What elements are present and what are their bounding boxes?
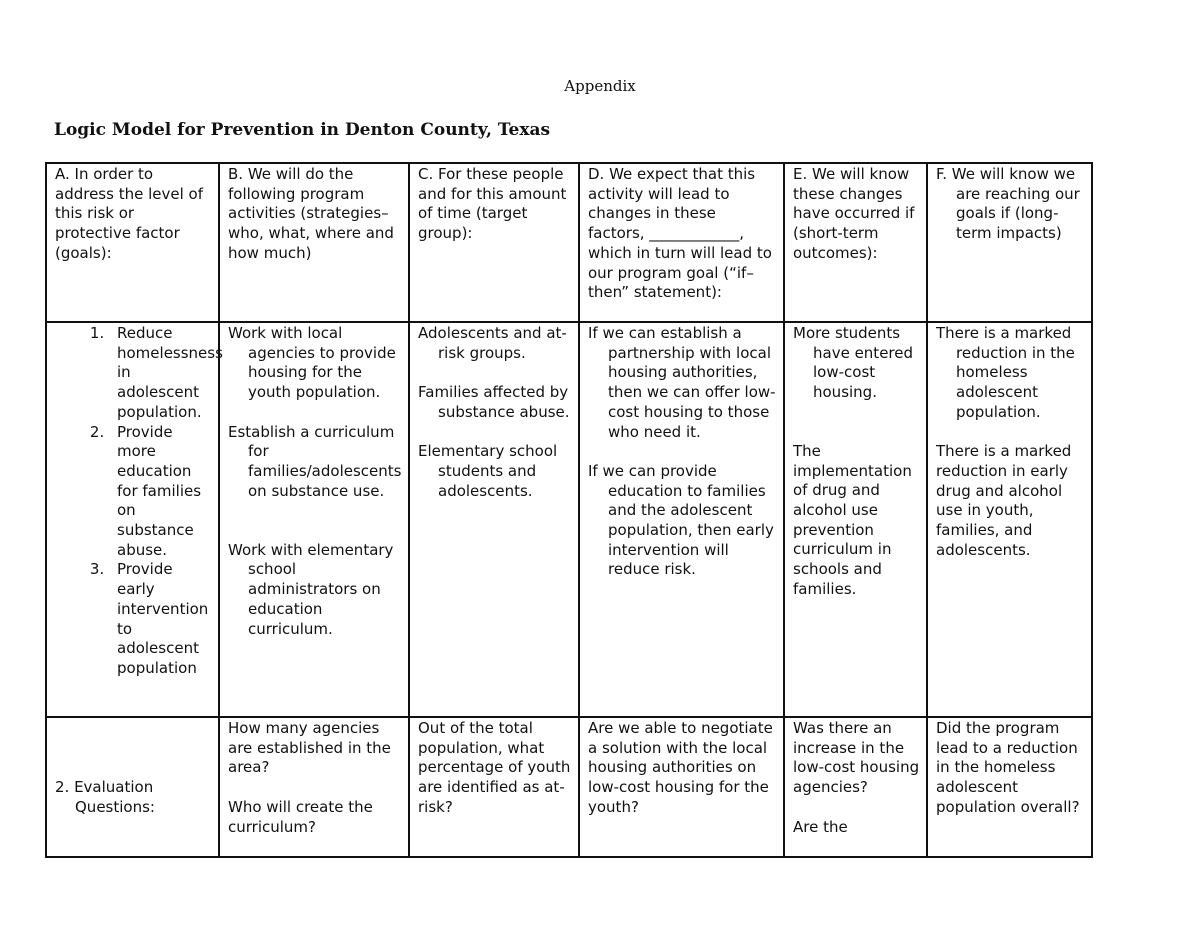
header-f-text: F. We will know we are reaching our goals if (long-term impacts) bbox=[936, 165, 1080, 243]
evaluation-question: Was there an increase in the low-cost housing agencies? bbox=[793, 719, 920, 797]
evaluation-question: Are we able to negotiate a solution with the local housing authorities on low-cost housing for the youth? bbox=[588, 719, 773, 816]
header-cell-a bbox=[46, 163, 219, 322]
short-term-item: The implementation of drug and alcohol use prevention curriculum in schools and families. bbox=[793, 441, 912, 598]
evaluation-question: Did the program lead to a reduction in the homeless adolescent population overall? bbox=[936, 719, 1080, 816]
evaluation-f-cell bbox=[927, 717, 1092, 857]
evaluation-label-cell bbox=[46, 717, 219, 857]
header-e-text: E. We will know these changes have occurred if (short-term outcomes): bbox=[793, 165, 915, 262]
content-row bbox=[46, 322, 1092, 717]
if-then-cell bbox=[579, 322, 784, 717]
evaluation-question: Are the bbox=[793, 817, 848, 836]
logic-model-table bbox=[45, 162, 1093, 858]
if-then-item: If we can establish a partnership with local housing authorities, then we can offer low-cost housing to those who need it. bbox=[588, 324, 776, 441]
header-d-text: D. We expect that this activity will lead to changes in these factors, ____________, which in turn will lead to our program goal (“if–then” statement): bbox=[588, 165, 772, 302]
evaluation-e-cell bbox=[784, 717, 927, 857]
evaluation-d-cell bbox=[579, 717, 784, 857]
activity-item: Work with elementary school administrators on education curriculum. bbox=[228, 540, 394, 638]
evaluation-c-cell bbox=[409, 717, 579, 857]
long-term-item: There is a marked reduction in the homeless adolescent population. bbox=[936, 324, 1075, 421]
target-group-item: Families affected by substance abuse. bbox=[418, 383, 570, 421]
activity-item: Work with local agencies to provide housing for the youth population. bbox=[228, 324, 396, 402]
if-then-item: If we can provide education to families and the adolescent population, then early intervention will reduce risk. bbox=[588, 461, 774, 579]
goal-item: 2. Provide more education for families on substance abuse. bbox=[109, 423, 212, 561]
evaluation-question: Out of the total population, what percentage of youth are identified as at-risk? bbox=[418, 719, 571, 816]
header-cell-f bbox=[927, 163, 1092, 322]
header-cell-e bbox=[784, 163, 927, 322]
short-term-cell bbox=[784, 322, 927, 717]
document-title: Logic Model for Prevention in Denton County, Texas bbox=[54, 120, 551, 140]
goals-cell bbox=[46, 322, 223, 717]
short-term-item: More students have entered low-cost housing. bbox=[793, 324, 914, 402]
target-group-cell bbox=[409, 322, 579, 717]
goal-item: 1. Reduce homelessness in adolescent population. bbox=[109, 324, 212, 423]
target-group-item: Elementary school students and adolescents. bbox=[418, 442, 558, 500]
evaluation-question: How many agencies are established in the area? bbox=[228, 719, 391, 777]
target-group-item: Adolescents and at-risk groups. bbox=[418, 324, 567, 362]
evaluation-question: Who will create the curriculum? bbox=[228, 797, 373, 836]
long-term-item: There is a marked reduction in early drug and alcohol use in youth, families, and adolescents. bbox=[936, 442, 1072, 559]
long-term-cell bbox=[927, 322, 1092, 717]
activity-item: Establish a curriculum for families/adolescents on substance use. bbox=[228, 422, 402, 500]
goal-item: 3. Provide early intervention to adolescent population bbox=[109, 560, 212, 678]
activities-cell bbox=[219, 322, 409, 717]
header-a-text: A. In order to address the level of this risk or protective factor (goals): bbox=[55, 165, 203, 262]
header-c-text: C. For these people and for this amount of time (target group): bbox=[418, 165, 567, 243]
header-cell-d bbox=[579, 163, 784, 322]
goals-list bbox=[55, 324, 223, 679]
evaluation-b-cell bbox=[219, 717, 409, 857]
header-b-text: B. We will do the following program activities (strategies–who, what, where and how much) bbox=[228, 165, 394, 262]
header-cell-c bbox=[409, 163, 579, 322]
header-cell-b bbox=[219, 163, 409, 322]
evaluation-label: 2. Evaluation Questions: bbox=[55, 778, 155, 816]
header-row bbox=[46, 163, 1092, 322]
evaluation-row bbox=[46, 717, 1092, 857]
page-header: Appendix bbox=[564, 77, 636, 95]
